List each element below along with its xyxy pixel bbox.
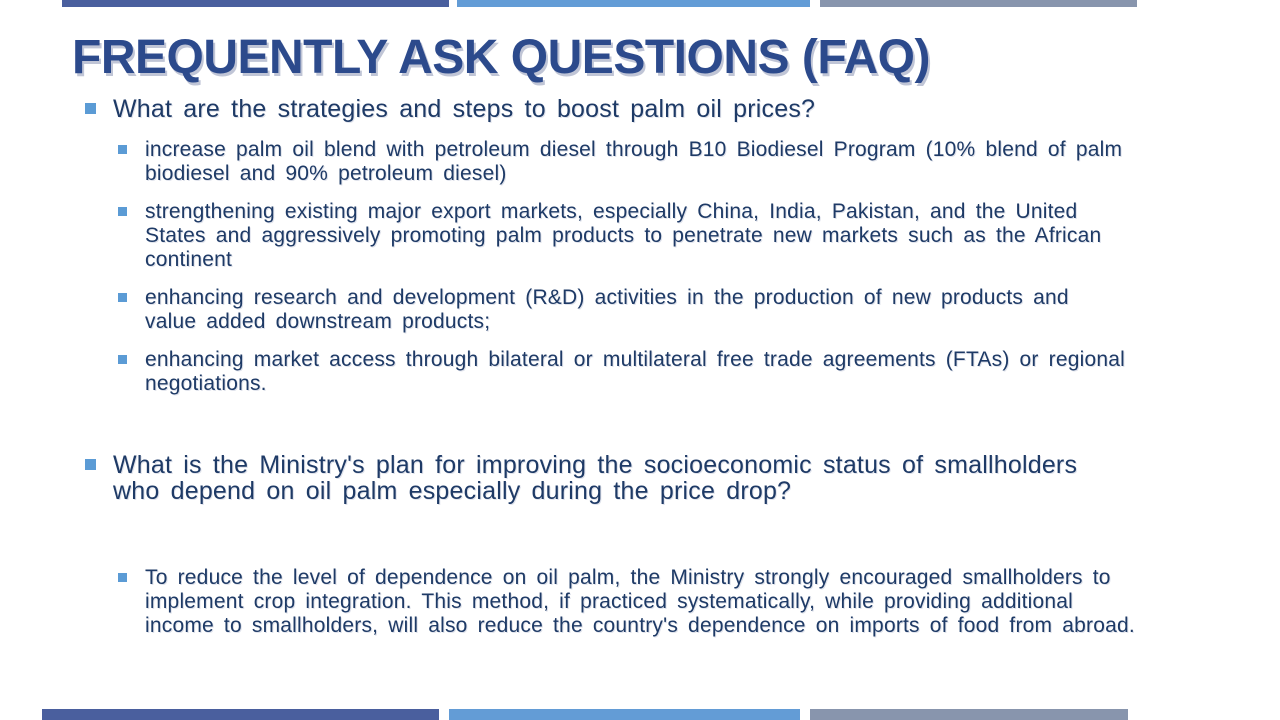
bullet-square-icon bbox=[118, 573, 127, 582]
answer-text: enhancing market access through bilateral or multilateral free trade agreements (FTAs) or regional negotiations. bbox=[145, 348, 1125, 395]
bullet-square-icon bbox=[118, 293, 127, 302]
answer-item bbox=[118, 200, 1178, 272]
answer-text: strengthening existing major export markets, especially China, India, Pakistan, and the United States and aggressively promoting palm products to penetrate new markets such as the African continent bbox=[145, 200, 1102, 271]
answer-item bbox=[118, 348, 1178, 396]
bullet-square-icon bbox=[85, 103, 96, 114]
question-2-text: What is the Ministry's plan for improving the socioeconomic status of smallholders who depend on oil palm especially during the price drop? bbox=[113, 451, 1078, 505]
answer-item bbox=[118, 286, 1178, 334]
bullet-square-icon bbox=[118, 207, 127, 216]
question-1-text: What are the strategies and steps to boost palm oil prices? bbox=[113, 95, 816, 123]
top-bar-gray bbox=[820, 0, 1137, 7]
bullet-square-icon bbox=[118, 145, 127, 154]
bottom-bar-gray bbox=[810, 709, 1128, 720]
question-row bbox=[85, 96, 1085, 122]
bottom-bar-dark-blue bbox=[42, 709, 439, 720]
slide-title: FREQUENTLY ASK QUESTIONS (FAQ) bbox=[72, 31, 930, 84]
bullet-square-icon bbox=[85, 459, 96, 470]
question-row bbox=[85, 452, 1145, 504]
answer-item bbox=[118, 566, 1178, 638]
top-bar-dark-blue bbox=[62, 0, 449, 7]
top-bar-light-blue bbox=[457, 0, 810, 7]
question-1-answers bbox=[118, 138, 1178, 410]
answer-item bbox=[118, 138, 1178, 186]
answer-text: enhancing research and development (R&D) activities in the production of new products and value added downstream products; bbox=[145, 286, 1069, 333]
question-2-block bbox=[85, 452, 1145, 504]
bullet-square-icon bbox=[118, 355, 127, 364]
answer-text: increase palm oil blend with petroleum diesel through B10 Biodiesel Program (10% blend of palm biodiesel and 90% petroleum diesel) bbox=[145, 138, 1123, 185]
bottom-bar-light-blue bbox=[449, 709, 800, 720]
answer-text: To reduce the level of dependence on oil palm, the Ministry strongly encouraged smallholders to implement crop integration. This method, if practiced systematically, while providing additional income to smallholders, will also reduce the country's dependence on imports of food from abroad. bbox=[145, 566, 1135, 637]
question-2-answer bbox=[118, 566, 1178, 638]
question-1-block bbox=[85, 96, 1085, 122]
